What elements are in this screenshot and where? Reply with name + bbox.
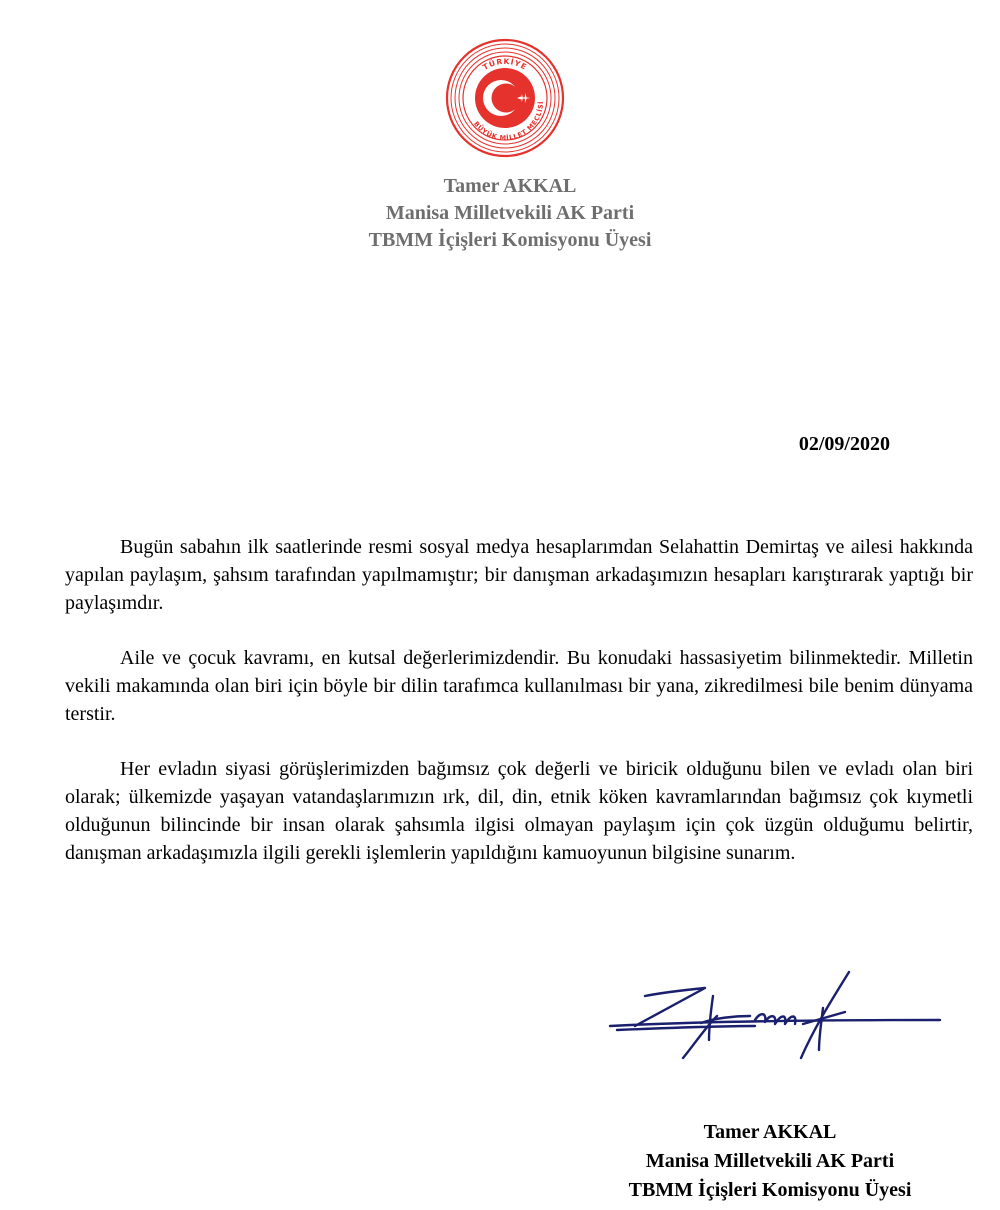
header-name: Tamer AKKAL bbox=[443, 175, 577, 197]
letter-date: 02/09/2020 bbox=[798, 433, 890, 455]
letterhead bbox=[0, 173, 1000, 254]
footer-role: TBMM İçişleri Komisyonu Üyesi bbox=[628, 1179, 912, 1201]
header-role: TBMM İçişleri Komisyonu Üyesi bbox=[368, 229, 652, 251]
footer-name: Tamer AKKAL bbox=[703, 1121, 837, 1143]
letter-body bbox=[65, 533, 973, 894]
header-title: Manisa Milletvekili AK Parti bbox=[385, 202, 635, 224]
paragraph-3: Her evladın siyasi görüşlerimizden bağımsız çok değerli ve biricik olduğunu bilen ve evladı olan biri olarak; ülkemizde yaşayan vatandaşlarımızın ırk, dil, din, etnik köken kavramlarından bağımsız çok kıymetli olduğunun bilincinde bir insan olarak şahsımla ilgisi olmayan paylaşım için çok üzgün olduğumu belirtir, danışman arkadaşımızla ilgili gerekli işlemlerin yapıldığını kamuoyunun bilgisine sunarım. bbox=[65, 758, 973, 864]
tbmm-seal-logo bbox=[445, 32, 565, 162]
paragraph-1: Bugün sabahın ilk saatlerinde resmi sosyal medya hesaplarımdan Selahattin Demirtaş ve ailesi hakkında yapılan paylaşım, şahsım tarafından yapılmamıştır; bir danışman arkadaşımızın hesapları karıştırarak yaptığı bir paylaşımdır. bbox=[65, 536, 973, 614]
svg-text:BÜYÜK MİLLET MECLİSİ: BÜYÜK MİLLET MECLİSİ bbox=[472, 100, 546, 143]
svg-text:TÜRKİYE: TÜRKİYE bbox=[481, 56, 529, 72]
signature-block bbox=[570, 1118, 970, 1205]
handwritten-signature bbox=[605, 968, 945, 1063]
footer-title: Manisa Milletvekili AK Parti bbox=[645, 1150, 895, 1172]
paragraph-2: Aile ve çocuk kavramı, en kutsal değerlerimizdendir. Bu konudaki hassasiyetim bilinmektedir. Milletin vekili makamında olan biri için böyle bir dilin tarafımca kullanılması bir yana, zikredilmesi bile benim dünyama terstir. bbox=[65, 647, 973, 725]
